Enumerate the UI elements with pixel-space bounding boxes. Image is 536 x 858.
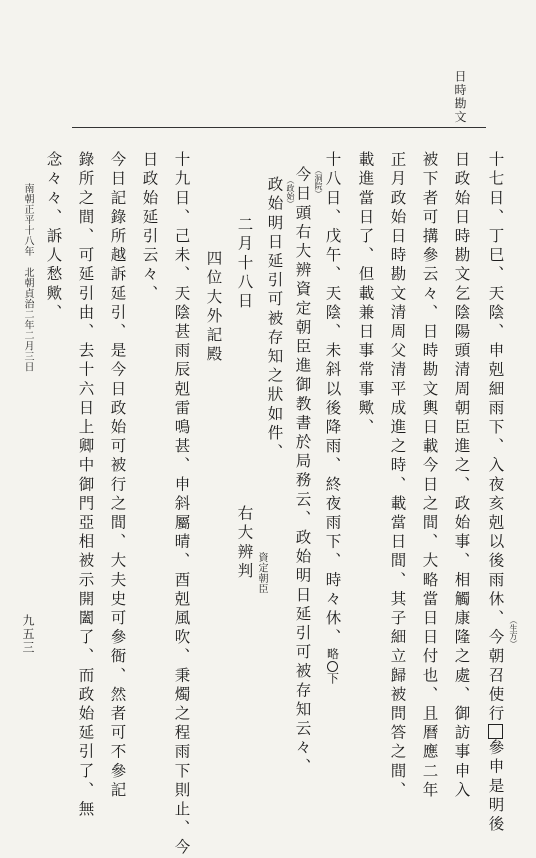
text-column: 日政始日時勘文乞陰陽頭清周朝臣進之、政始事、相觸康隆之處、御訪事申入 <box>452 151 471 801</box>
text-column: 載進當日了、但載兼日事常事歟、 <box>356 151 375 438</box>
text-column: 政始明日延引可被存知之狀如件、 <box>265 176 284 463</box>
missing-character-box <box>488 724 503 739</box>
text-column: 日政始延引云々、 <box>140 151 159 304</box>
footer-date: 南朝正平十八年 北朝貞治二年二月三日 <box>22 183 33 372</box>
signature-name: 資定朝臣 <box>256 552 267 594</box>
letter-signature <box>236 505 252 581</box>
text-column: 今日頭右大辨資定朝臣進御教書於局務云、政始明日延引可被存知云々、 <box>293 166 312 778</box>
marginal-annotation: （政始） <box>286 176 295 208</box>
circle-mark <box>327 661 338 672</box>
page-number: 九五三 <box>21 614 35 655</box>
letter-addressee: 四位大外記殿 <box>204 250 223 365</box>
text-column: 錄所之間、可延引由、去十六日上卿中御門亞相被示開闔了、而政始延引了、無 <box>76 151 95 820</box>
letter-date: 二月十八日 <box>235 216 254 312</box>
marginal-annotation: （生方） <box>509 616 518 648</box>
text-column <box>487 151 503 835</box>
column-text: 十七日、丁巳、天陰、申剋細雨下、入夜亥剋以後雨休、今朝召使行 <box>486 151 505 724</box>
text-column: 念々々、訴人愁歟、 <box>44 151 63 323</box>
text-column: 被下者可搆參云々、日時勘文輿日載今日之間、大略當日日付也、且曆應二年 <box>420 151 439 801</box>
marginal-annotation: （洞院） <box>314 166 323 198</box>
omission-mark: 下 <box>325 672 340 686</box>
text-column: 十九日、己未、天陰甚雨辰剋雷鳴甚、申斜屬晴、酉剋風吹、秉燭之程雨下則止、今 <box>172 151 191 858</box>
omission-mark: 略 <box>325 647 340 662</box>
column-text: 參申是明後 <box>486 739 505 835</box>
header-rule <box>72 127 486 128</box>
signature-seal: 判 <box>235 562 254 582</box>
text-column: 今日記錄所越訴延引、是今日政始可被行之間、大夫史可參衙、然者可不參記 <box>108 151 127 801</box>
signature-title: 右大辨 <box>235 505 254 563</box>
text-column <box>324 151 340 686</box>
text-column: 正月政始日時勘文清周父清平成進之時、載當日間、其子細立歸被問答之間、 <box>388 151 407 801</box>
running-title: 日時勘文 <box>453 70 467 124</box>
column-text: 十八日、戊午、天陰、未斜以後降雨、終夜雨下、時々休、 <box>323 151 342 648</box>
